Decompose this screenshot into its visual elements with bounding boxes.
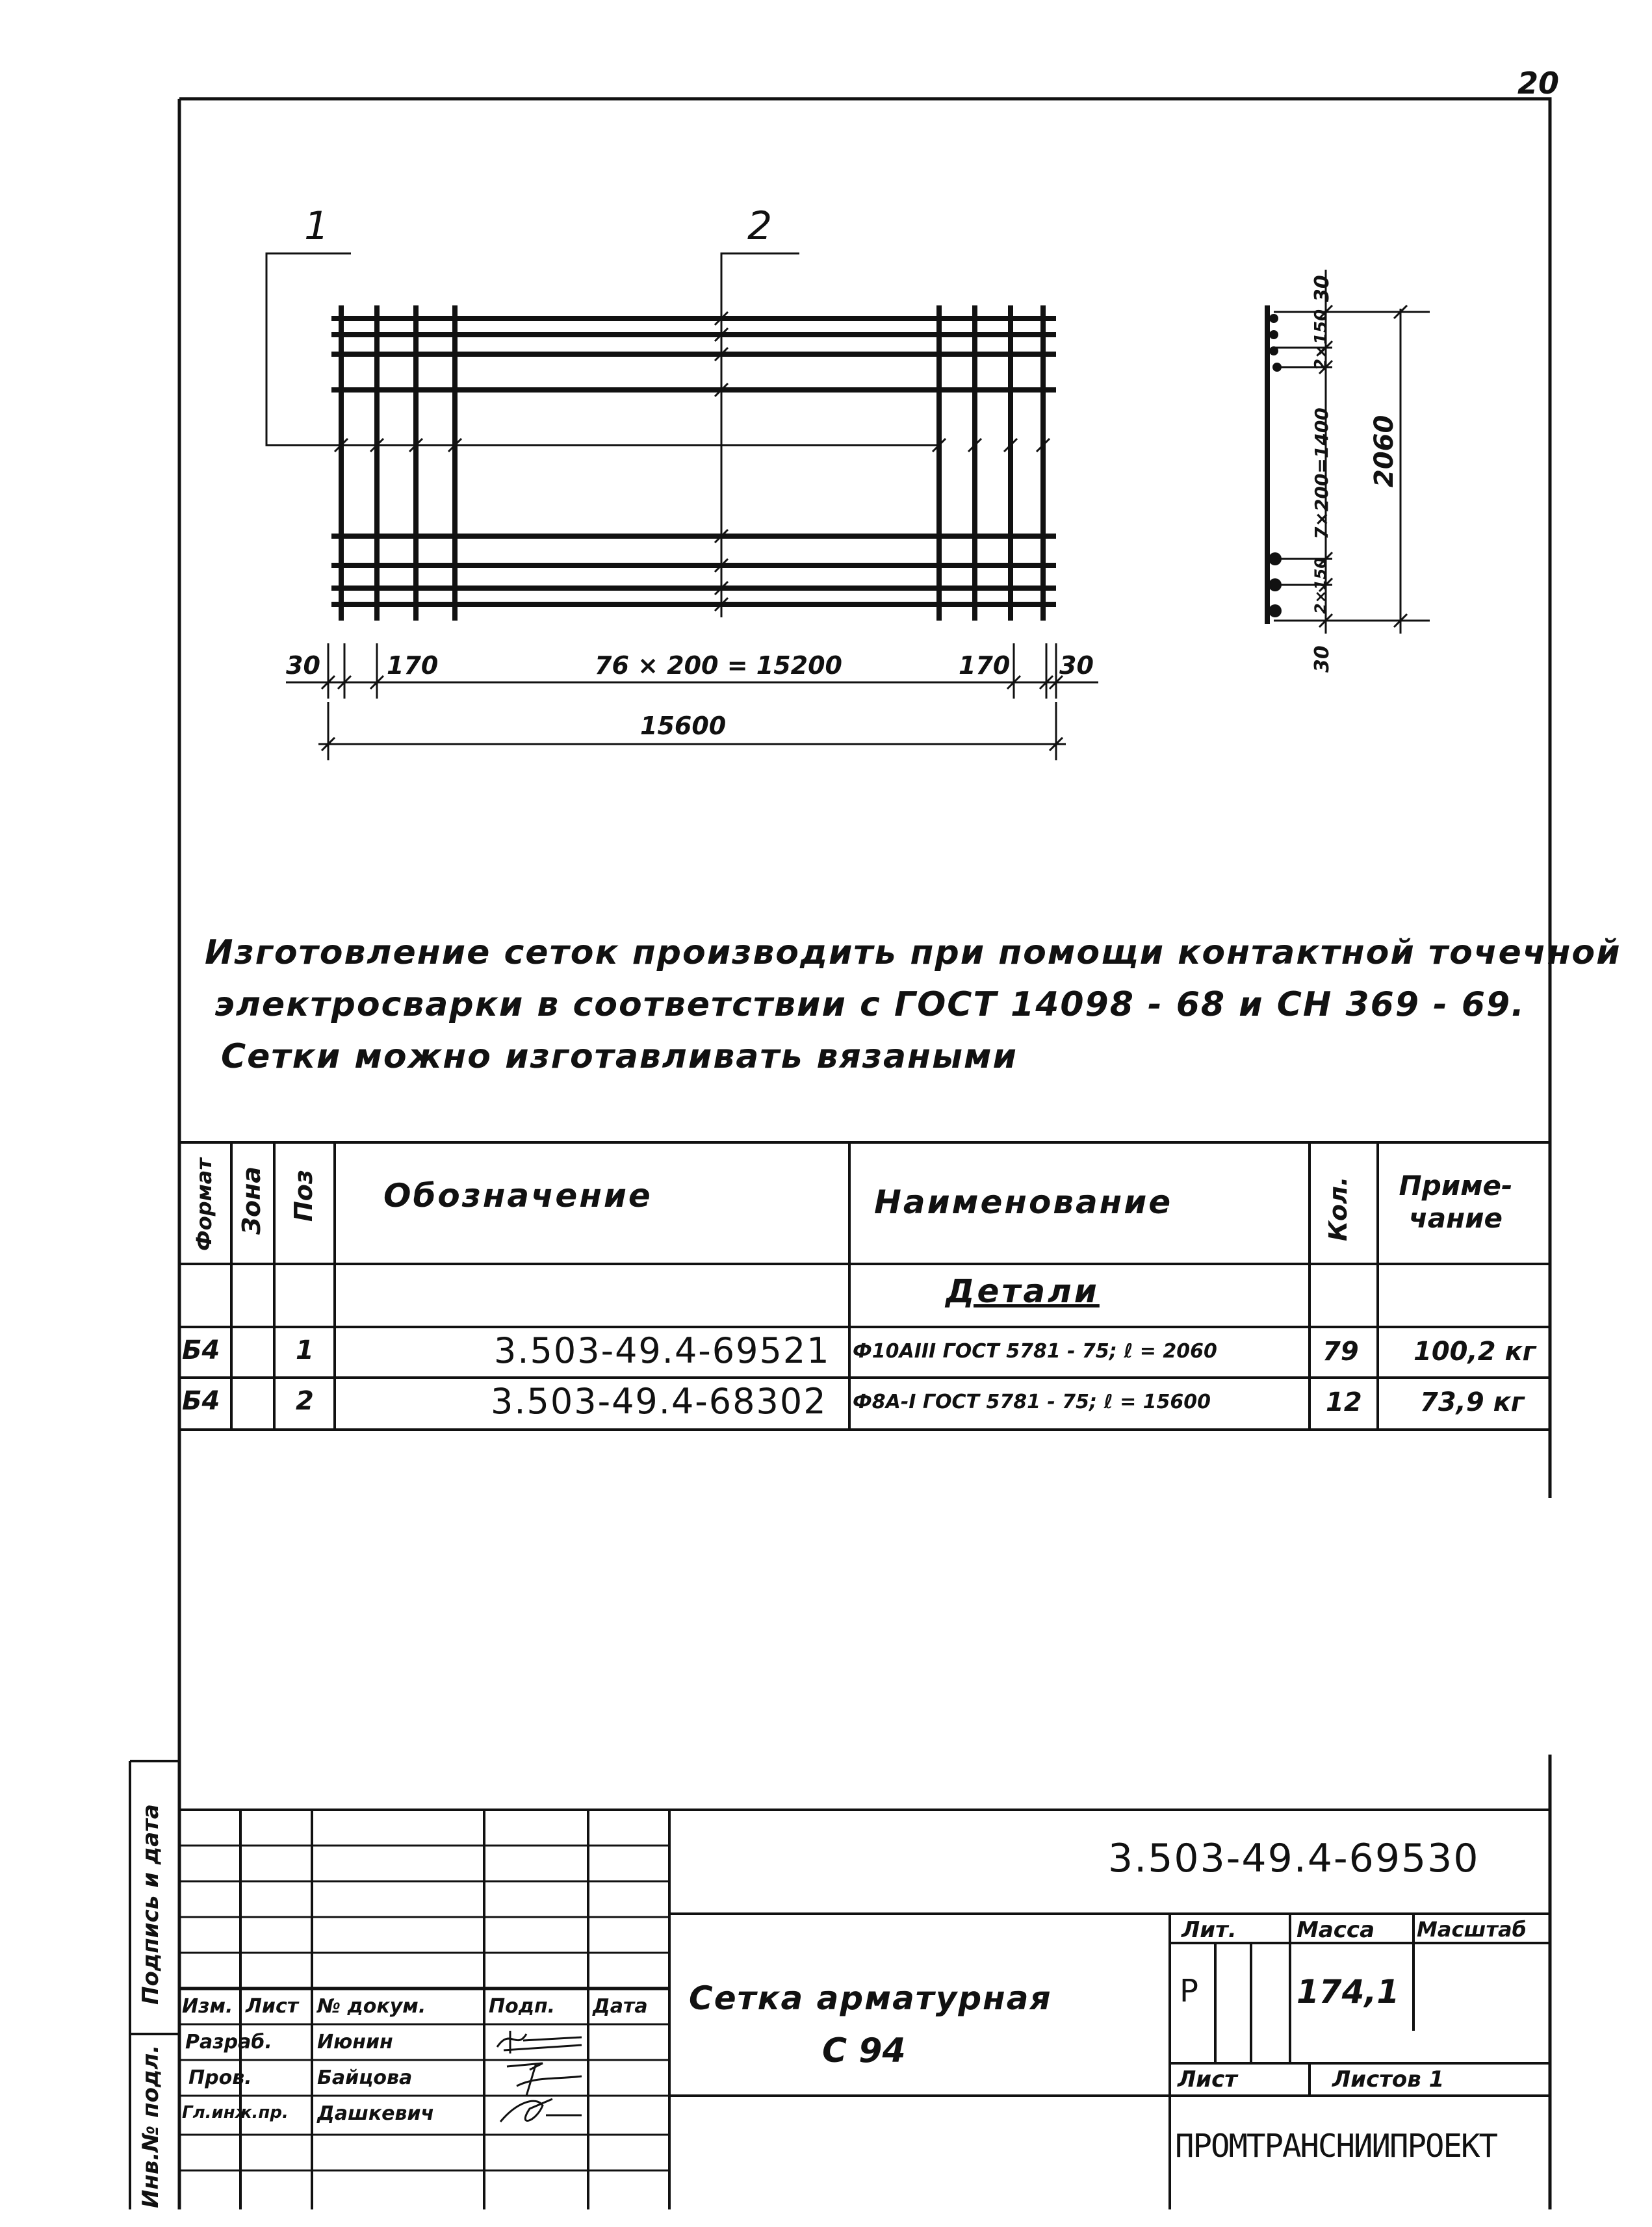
header-designation: Обозначение xyxy=(383,1177,652,1215)
note-line-3: Сетки можно изготавливать вязаными xyxy=(221,1037,1018,1076)
dim-left-edge: 30 xyxy=(286,651,320,680)
role-developer: Разраб. xyxy=(185,2031,272,2053)
dim-right-end: 170 xyxy=(959,651,1011,680)
row2-pos: 2 xyxy=(296,1386,314,1416)
mesh-section xyxy=(1267,270,1430,634)
row2-name: Ф8А-I ГОСТ 5781 - 75; ℓ = 15600 xyxy=(853,1391,1211,1413)
name-chief-engineer: Дашкевич xyxy=(317,2102,435,2125)
dim-total: 15600 xyxy=(640,712,727,740)
leader-label-2: 2 xyxy=(747,203,773,249)
note-line-1: Изготовление сеток производить при помощи контактной точечной xyxy=(205,933,1621,972)
side-sign-date: Подпись и дата xyxy=(138,1804,164,2005)
row2-designation: 3.503-49.4-68302 xyxy=(491,1381,827,1422)
col-izm: Изм. xyxy=(182,1995,233,2018)
doc-number: 3.503-49.4-69530 xyxy=(1108,1836,1480,1881)
row1-note: 100,2 кг xyxy=(1413,1337,1536,1367)
side-dim-top: 30 xyxy=(1311,275,1334,302)
header-name: Наименование xyxy=(874,1183,1173,1221)
mass-value: 174,1 xyxy=(1297,1973,1400,2011)
title-line-1: Сетка арматурная xyxy=(689,1979,1052,2017)
col-date: Дата xyxy=(593,1995,648,2018)
organization: ПРОМТРАНСНИИПРОЕКТ xyxy=(1175,2128,1497,2165)
sheets-label: Листов 1 xyxy=(1332,2066,1445,2092)
side-dim-upper: 2×150 xyxy=(1311,309,1331,370)
row1-name: Ф10АIII ГОСТ 5781 - 75; ℓ = 2060 xyxy=(853,1340,1217,1363)
col-sign: Подп. xyxy=(489,1995,556,2018)
header-note: Приме- чание xyxy=(1399,1170,1513,1235)
frame-top-right xyxy=(179,99,1550,1498)
role-chief-engineer: Гл.инж.пр. xyxy=(182,2103,289,2122)
row1-format: Б4 xyxy=(182,1335,220,1365)
header-qty: Кол. xyxy=(1324,1176,1352,1241)
page-number: 20 xyxy=(1517,66,1560,101)
mass-label: Масса xyxy=(1297,1917,1375,1943)
header-zone: Зона xyxy=(237,1166,266,1235)
col-list: Лист xyxy=(246,1995,299,2018)
header-format: Формат xyxy=(192,1158,216,1251)
row2-format: Б4 xyxy=(182,1386,220,1416)
note-line-2: электросварки в соответствии с ГОСТ 14098 - 68 и СН 369 - 69. xyxy=(214,985,1525,1024)
signatures xyxy=(491,2024,588,2135)
header-pos: Поз xyxy=(289,1170,318,1222)
dim-right-edge: 30 xyxy=(1059,651,1094,680)
row1-pos: 1 xyxy=(296,1335,314,1365)
side-dim-total: 2060 xyxy=(1369,415,1399,487)
side-dim-lower: 2×150 xyxy=(1311,558,1330,614)
mesh-plan xyxy=(266,253,1098,760)
dim-left-end: 170 xyxy=(387,651,439,680)
sheet-label: Лист xyxy=(1178,2066,1237,2092)
name-checker: Байцова xyxy=(317,2066,413,2089)
col-doc-no: № докум. xyxy=(317,1995,426,2018)
side-dim-bottom: 30 xyxy=(1311,645,1334,673)
dim-middle: 76 × 200 = 15200 xyxy=(595,651,843,680)
row2-qty: 12 xyxy=(1326,1387,1362,1417)
side-inv-no: Инв.№ подл. xyxy=(138,2044,164,2208)
scale-label: Масштаб xyxy=(1417,1917,1527,1942)
role-checker: Пров. xyxy=(188,2066,252,2089)
name-developer: Июнин xyxy=(317,2031,393,2053)
leader-label-1: 1 xyxy=(304,203,329,249)
lit-value: Р xyxy=(1180,1973,1198,2009)
row2-note: 73,9 кг xyxy=(1420,1387,1525,1417)
side-dim-middle: 7×200=1400 xyxy=(1311,407,1332,539)
title-line-2: С 94 xyxy=(822,2031,906,2070)
row1-designation: 3.503-49.4-69521 xyxy=(494,1330,831,1371)
section-title: Детали xyxy=(946,1272,1100,1310)
row1-qty: 79 xyxy=(1323,1337,1359,1367)
lit-label: Лит. xyxy=(1181,1917,1237,1943)
